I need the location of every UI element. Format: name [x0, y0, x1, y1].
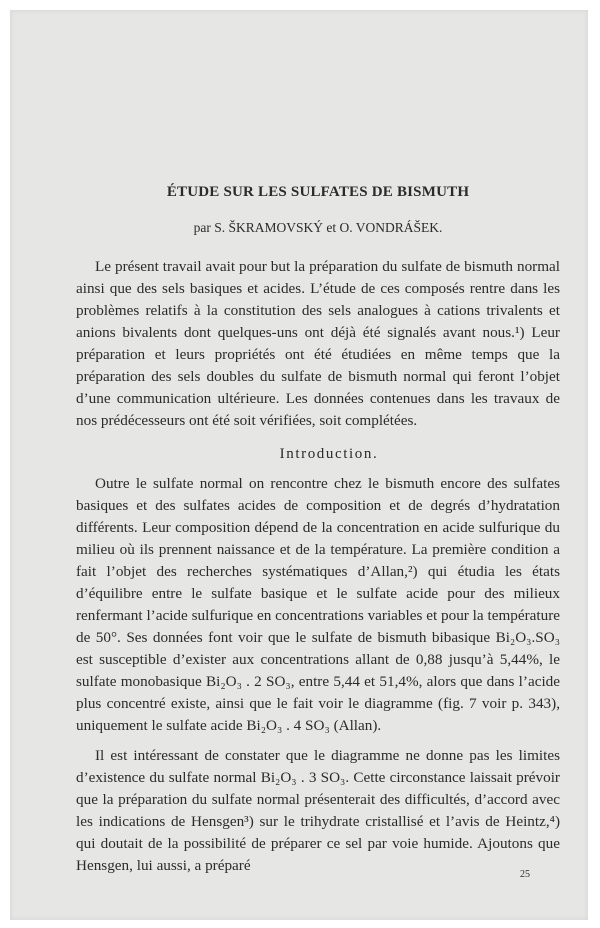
page-sheet	[10, 10, 588, 920]
article-body	[76, 184, 560, 877]
article-authors: par S. ŠKRAMOVSKÝ et O. VONDRÁŠEK.	[193, 220, 443, 235]
page-number: 25	[520, 869, 530, 880]
paragraph-3: Il est intéressant de constater que le diagramme ne donne pas les limites d’existence du sulfate normal Bi₂O₃ . 3 SO₃. Cette circonstance laissait prévoir que la préparation du sulfate normal présenterait des difficultés, d’accord avec les indications de Hensgen³) sur le trihydrate cristallisé et l’avis de Heintz,⁴) qui doutait de la possibilité de préparer ce sel par voie humide. Ajoutons que Hensgen, lui aussi, a préparé	[76, 747, 560, 874]
paragraph-2: Outre le sulfate normal on rencontre chez le bismuth encore des sulfates basiques et des sulfates acides de composition et de degrés d’hydratation différents. Leur composition dépend de la concentration en acide sulfurique du milieu où ils prennent naissance et de la température. La première condition a fait l’objet des recherches systématiques d’Allan,²) qui étudia les états d’équilibre entre le sulfate basique et le sulfate acide pour des milieux renfermant l’acide sulfurique en concentrations variables et pour la température de 50°. Ses données font voir que le sulfate de bismuth bibasique Bi₂O₃.SO₃ est susceptible d’exister aux concentrations allant de 0,88 jusqu’à 5,44%, le sulfate monobasique Bi₂O₃ . 2 SO₃, entre 5,44 et 51,4%, alors que dans l’acide plus concentré existe, ainsi que le fait voir le diagramme (fig. 7 voir p. 343), uniquement le sulfate acide Bi₂O₃ . 4 SO₃ (Allan).	[76, 475, 560, 734]
article-title: ÉTUDE SUR LES SULFATES DE BISMUTH	[166, 184, 470, 200]
section-heading: Introduction.	[279, 446, 379, 462]
intro-paragraph: Le présent travail avait pour but la préparation du sulfate de bismuth normal ainsi que des sels basiques et acides. L’étude de ces composés rentre dans les problèmes relatifs à la constitution des sels analogues à cations trivalents et anions bivalents dont quelques-uns ont déjà été signalés avant nous.¹) Leur préparation et leurs propriétés ont été étudiées en même temps que la préparation des sels doubles du sulfate de bismuth normal qui feront l’objet d’une communication ultérieure. Les données contenues dans les travaux de nos prédécesseurs ont été soit vérifiées, soit complétées.	[76, 258, 560, 429]
